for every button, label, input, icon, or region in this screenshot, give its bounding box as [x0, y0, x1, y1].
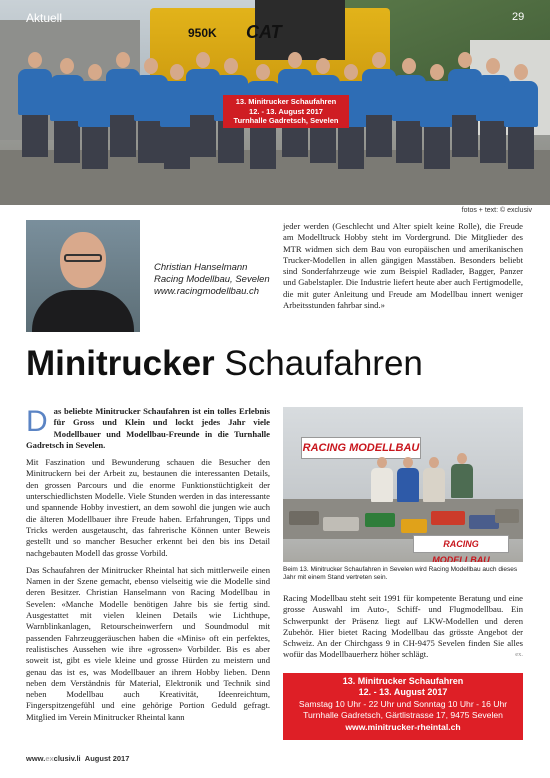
- footer-url-prefix: www.: [26, 754, 46, 763]
- racing-modellbau-sign: RACING MODELLBAU: [413, 535, 509, 553]
- team-member: [18, 52, 52, 157]
- end-mark: ex.: [515, 651, 523, 659]
- article-title: [26, 344, 423, 384]
- footer-url-ex: ex: [45, 754, 54, 763]
- event-sign: [223, 95, 349, 128]
- glasses: [64, 254, 102, 262]
- event-sign-line: 12. - 13. August 2017: [249, 106, 323, 116]
- hero-photo: [0, 0, 550, 205]
- article-right-column: [283, 593, 523, 661]
- person-website: www.racingmodellbau.ch: [154, 286, 260, 297]
- model-truck: [365, 513, 395, 527]
- model-truck: [323, 517, 359, 531]
- event-dates: 12. - 13. August 2017: [358, 687, 448, 698]
- event-hours: Samstag 10 Uhr - 22 Uhr und Sonntag 10 Uhr - 16 Uhr: [298, 698, 508, 709]
- stand-person: [423, 457, 445, 502]
- person-name: Christian Hanselmann: [154, 262, 248, 273]
- page-number: 29: [512, 11, 525, 23]
- title-bold: Minitrucker: [26, 344, 215, 383]
- model-truck: [401, 519, 427, 533]
- drop-cap: D: [26, 405, 48, 438]
- stand-person: [371, 457, 393, 502]
- title-light: Schaufahren: [224, 344, 423, 383]
- paragraph: Mit Faszination und Bewunderung schauen die Besucher den Minitruckern bei der Arbeit zu, bestaunen die interessanten Details, den grossen Parcours und die enorme Funktionstüchtigkeit der unterschiedlichsten Modelle. Viele Stunden werden in das interessante und spannende Hobby investiert, an dem sowohl die jungen wie auch die älteren Modellbauer ihre Freude haben. Erfahrungen, Tipps und Tricks werden ausgetauscht, das fahrerische Können unter Beweis gestellt und so mancher Besucher erkennt bei den bis ins Detail nachgebauten Modell das grosse Vorbild.: [26, 457, 270, 558]
- event-title: 13. Minitrucker Schaufahren: [342, 676, 464, 686]
- team-member: [504, 64, 538, 169]
- model-truck: [431, 511, 465, 525]
- section-label: Aktuell: [26, 11, 63, 25]
- stand-photo: [283, 407, 523, 562]
- event-website-link[interactable]: www.minitrucker-rheintal.ch: [345, 721, 461, 732]
- event-sign-line: 13. Minitrucker Schaufahren: [235, 97, 337, 106]
- footer: [26, 754, 129, 763]
- photo-caption: Beim 13. Minitrucker Schaufahren in Sevelen wird Racing Modellbau auch dieses Jahr mit einem Stand vertreten sein.: [283, 566, 518, 581]
- machine-model-label: 950K: [188, 26, 217, 40]
- person-company: Racing Modellbau, Sevelen: [154, 274, 270, 285]
- footer-issue: August 2017: [84, 754, 130, 763]
- quote-text: jeder werden (Geschlecht und Alter spielt keine Rolle), die Freude am Modelltruck Hobby steht im Vordergrund. Die Mitglieder des MTR widmen sich dem Bau von europäischen und amerikanischen Trucker-Modellen in allen gängigen Masstäben. Besonders beliebt sind Sonderfahrzeuge wie zum Beispiel Radlader, Bagger, Panzer und Gabelstapler. Die Industrie liefert heute aber auch Fertigmodelle, die mit guter Anleitung und Freude am Modellbau innert weniger Arbeitsstunden fahrbar sind.»: [283, 221, 523, 311]
- event-sign-line: Turnhalle Gadretsch, Sevelen: [233, 116, 339, 125]
- event-info-box: [283, 673, 523, 740]
- person-caption: [154, 262, 270, 298]
- model-truck: [495, 509, 519, 523]
- footer-url-suffix: clusiv.li: [53, 754, 81, 763]
- machine-brand-logo: CAT: [246, 22, 282, 42]
- intro-paragraph: [26, 406, 270, 451]
- portrait-body: [32, 290, 134, 332]
- photo-credit: fotos + text: © exclusiv: [461, 207, 532, 214]
- paragraph: Racing Modellbau steht seit 1991 für kompetente Beratung und eine grosse Auswahl im Auto-, Schiff- und Flugmodellbau. Ein Schwerpunkt der Präsenz liegt auf LKW-Modellen und deren Zubehör. Hier bietet Racing Modellbau das grösste Angebot der Schweiz. An der Chirchgass 9 in CH-9475 Sevelen finden Sie alles wofür das Modellbauerherz höher schlägt.: [283, 593, 523, 660]
- event-venue: Turnhalle Gadretsch, Gärtlistrasse 17, 9475 Sevelen: [303, 710, 503, 721]
- paragraph: Das Schaufahren der Minitrucker Rheintal hat sich mittlerweile einen Namen in der Szene gemacht, ebenso vielseitig wie die Modelle sind deren Besitzer. Christian Hanselmann von Racing Modellbau in Sevelen: «Manche Modelle benötigen Jahre bis sie fertig sind. Ausgestattet mit vielen kleinen Details wie Lichthupe, Warnblinkanlagen, Retourscheinwerfern und Soundmodul mit passenden Fahrzeuggeräuschen haben die «Minis» oft ein perfektes, realistisches Aussehen wie ihre «grossen» Vorbilder. Bis es aber soweit ist, gibt es viele kleine und grosse Hürden zu meistern und genau das ist es, was Modellbauer an ihrem Hobby lieben. Denn neben dem Verständnis für Material, Elektronik und Technik sind neben Modellbau auch Kreativität, Ideenreichtum, Fingerspitzengefühl und eine gehörige Portion Geduld gefragt. Mitglied im Verein Minitrucker Rheintal kann: [26, 564, 270, 722]
- racing-modellbau-banner: RACING MODELLBAU: [301, 437, 421, 459]
- portrait-photo: [26, 220, 140, 332]
- article-left-column: [26, 406, 270, 729]
- intro-text: as beliebte Minitrucker Schaufahren ist ein tolles Erlebnis für Gross und Klein und lockt jedes Jahr viele Modellbauer und Modellbau-Freunde in die Turnhalle Gadretsch in Sevelen.: [26, 406, 270, 450]
- stand-person: [451, 453, 473, 498]
- stand-person: [397, 457, 419, 502]
- team-member: [362, 52, 396, 157]
- model-truck: [289, 511, 319, 525]
